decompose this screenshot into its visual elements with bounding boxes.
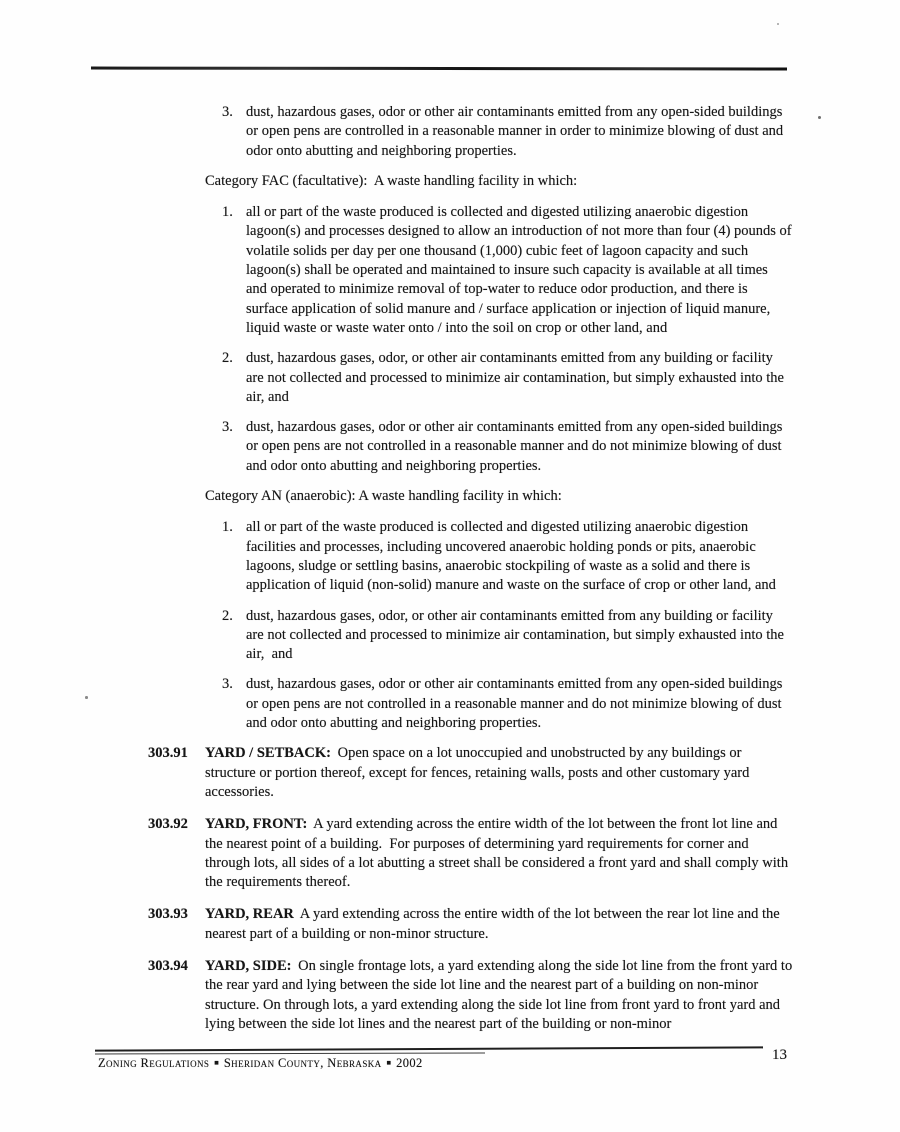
section-text: A yard extending across the entire width of the lot between the rear lot line and the nearest part of a building or non-minor structure. [205, 906, 784, 942]
list-item-text: dust, hazardous gases, odor or other air contaminants emitted from any open-sided buildings or open pens are not controlled in a reasonable manner and do not minimize blowing of dust and odor onto abutting and neighboring properties. [246, 676, 786, 732]
section-text: On single frontage lots, a yard extending along the side lot line from the front yard to the rear yard and lying between the side lot line and the nearest part of a building on non-minor structure. On through lots, a yard extending along the side lot line from front yard to front yard and lying between the side lot lines and the nearest part of the building or non-minor [205, 957, 796, 1032]
header-rule [91, 67, 787, 70]
list-item [222, 103, 792, 161]
list-item-text: dust, hazardous gases, odor, or other air contaminants emitted from any building or facility are not collected and processed to minimize air contamination, but simply exhausted into the air, and [246, 350, 788, 405]
section-303-94 [148, 957, 796, 1034]
section-303-92 [148, 815, 793, 892]
section-body [205, 815, 793, 892]
section-number: 303.93 [148, 906, 188, 923]
section-title: YARD / SETBACK: [205, 745, 331, 762]
page-number: 13 [772, 1047, 787, 1063]
footer-text [98, 1056, 423, 1071]
section-303-91 [148, 744, 793, 802]
document-body [0, 103, 900, 1034]
list-item-number: 1. [222, 204, 233, 221]
section-303-93 [148, 905, 793, 944]
section-body [205, 744, 793, 802]
list-item-number: 3. [222, 676, 233, 693]
footer-doc-title: Zoning Regulations [98, 1056, 210, 1070]
section-body [205, 957, 796, 1034]
section-title: YARD, SIDE: [205, 957, 292, 974]
footer-county: Sheridan County, Nebraska [223, 1056, 382, 1070]
section-body [205, 905, 793, 944]
scan-speck [777, 23, 779, 25]
footer-year: 2002 [396, 1056, 423, 1070]
list-item-number: 1. [222, 519, 233, 536]
list-item-number: 2. [222, 607, 233, 624]
category-an-heading: Category AN (anaerobic): A waste handling facility in which: [205, 488, 562, 505]
list-item-text: dust, hazardous gases, odor or other air contaminants emitted from any open-sided buildings or open pens are not controlled in a reasonable manner and do not minimize blowing of dust and odor onto abutting and neighboring properties. [246, 419, 786, 474]
list-item [222, 203, 796, 338]
category-fac-heading: Category FAC (facultative): A waste handling facility in which: [205, 172, 578, 189]
list-item [222, 675, 792, 733]
footer-bullet-icon: ■ [214, 1058, 219, 1067]
list-item-number: 3. [222, 104, 233, 120]
definition-sections [0, 744, 900, 1034]
section-text: A yard extending across the entire width of the lot between the front lot line and the nearest point of a building. For purposes of determining yard requirements for corner and through lots, all sides of a lot abutting a street shall be considered a front yard and shall comply with the requirements thereof. [205, 816, 792, 891]
list-item-text: dust, hazardous gases, odor or other air contaminants emitted from any open-sided buildings or open pens are controlled in a reasonable manner in order to minimize blowing of dust and odor onto abutting and neighboring properties. [246, 104, 787, 159]
footer-rule-shadow [95, 1052, 485, 1054]
list-item [222, 518, 792, 595]
section-number: 303.91 [148, 745, 188, 762]
section-title: YARD, REAR [205, 906, 294, 923]
list-item [222, 349, 792, 407]
section-number: 303.92 [148, 816, 188, 833]
list-item-text: dust, hazardous gases, odor, or other air contaminants emitted from any building or facility are not collected and processed to minimize air contamination, but simply exhausted into the air, and [246, 607, 788, 663]
footer-bullet-icon: ■ [386, 1058, 392, 1067]
section-number: 303.94 [148, 957, 188, 974]
section-text: Open space on a lot unoccupied and unobstructed by any buildings or structure or portion thereof, except for fences, retaining walls, posts and other customary yard accessories. [205, 745, 753, 800]
list-item-text: all or part of the waste produced is collected and digested utilizing anaerobic digestion facilities and processes, including uncovered anaerobic holding ponds or pits, anaerobic lagoons, sludge or settling basins, anaerobic stockpiling of waste as a solid and there is application of liquid (non-solid) manure and waste on the surface of crop or other land, and [246, 519, 776, 594]
list-item [222, 607, 792, 665]
list-item-number: 2. [222, 350, 233, 367]
list-item [222, 418, 792, 476]
section-title: YARD, FRONT: [205, 816, 308, 833]
list-item-text: all or part of the waste produced is collected and digested utilizing anaerobic digestion lagoon(s) and processes designed to allow an introduction of not more than four (4) pounds of volatile solids per day per one thousand (1,000) cubic feet of lagoon capacity and such lagoon(s) shall be operated and maintained to insure such capacity is available at all times and operated to minimize removal of top-water to reduce odor production, and there is surface application of solid manure and / surface application or injection of liquid manure, liquid waste or waste water onto / into the soil on crop or other land, and [246, 204, 796, 336]
list-item-number: 3. [222, 419, 233, 436]
footer-rule [95, 1046, 763, 1051]
